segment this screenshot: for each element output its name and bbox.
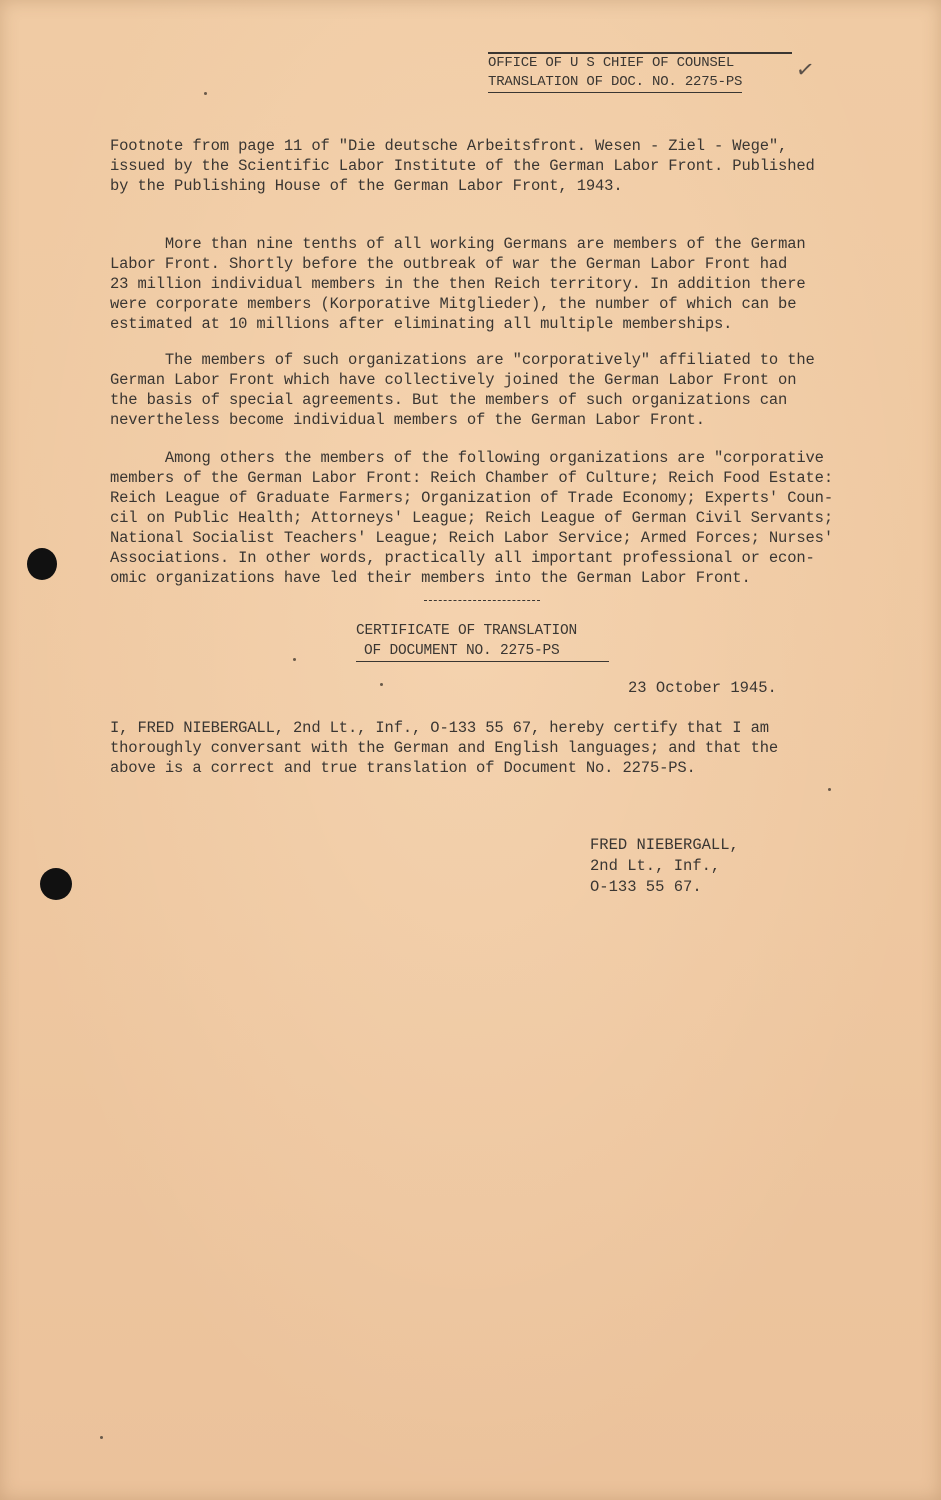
check-mark-icon: ✓	[794, 56, 817, 85]
footnote-paragraph: Footnote from page 11 of "Die deutsche Arbeitsfront. Wesen - Ziel - Wege", issued by the Scientific Labor Institute of the German Labor Front. Published by the Publishing House of the German Labor Front, 1943.	[110, 137, 815, 195]
certificate-date: 23 October 1945.	[628, 679, 777, 697]
certificate-title-line1: CERTIFICATE OF TRANSLATION	[356, 623, 578, 639]
section-divider	[424, 600, 540, 601]
signature-block	[590, 835, 739, 898]
office-line: OFFICE OF U S CHIEF OF COUNSEL	[488, 55, 735, 71]
body-paragraph-corporative: The members of such organizations are "corporatively" affiliated to the German Labor Front which have collectively joined the German Labor Front on the basis of special agreements. But the members of such organizations can nevertheless become individual members of the German Labor Front.	[110, 351, 815, 429]
paper-speck	[828, 788, 831, 791]
paper-speck	[204, 92, 207, 95]
punch-hole	[27, 548, 57, 580]
body-paragraph-membership: More than nine tenths of all working Germans are members of the German Labor Front. Shortly before the outbreak of war the German Labor Front had 23 million individual members in the then Reich territory. In addition there were corporate members (Korporative Mitglieder), the number of which can be estimated at 10 millions after eliminating all multiple memberships.	[110, 235, 806, 333]
punch-hole	[40, 868, 72, 900]
signature-serial: O-133 55 67.	[590, 878, 702, 896]
signature-name: FRED NIEBERGALL,	[590, 836, 739, 854]
signature-rank: 2nd Lt., Inf.,	[590, 857, 721, 875]
body-paragraph-organizations: Among others the members of the following organizations are "corporative members of the German Labor Front: Reich Chamber of Culture; Reich Food Estate: Reich League of Graduate Farmers; Organization of Trade Economy; Experts' Coun- cil on Public Health; Attorneys' League; Reich League of German Civil Servants; National Socialist Teachers' League; Reich Labor Service; Armed Forces; Nurses' Associations. In other words, practically all important professional or econ- omic organizations have led their members into the German Labor Front.	[110, 449, 833, 587]
paper-speck	[380, 683, 383, 686]
certificate-title	[356, 621, 616, 662]
certificate-statement: I, FRED NIEBERGALL, 2nd Lt., Inf., O-133 55 67, hereby certify that I am thoroughly conversant with the German and English languages; and that the above is a correct and true translation of Document No. 2275-PS.	[110, 719, 779, 777]
document-header	[488, 52, 792, 93]
paper-speck	[100, 1436, 103, 1439]
certificate-title-line2: OF DOCUMENT NO. 2275-PS	[356, 641, 609, 662]
paper-speck	[293, 658, 296, 661]
translation-doc-line: TRANSLATION OF DOC. NO. 2275-PS	[488, 73, 742, 93]
